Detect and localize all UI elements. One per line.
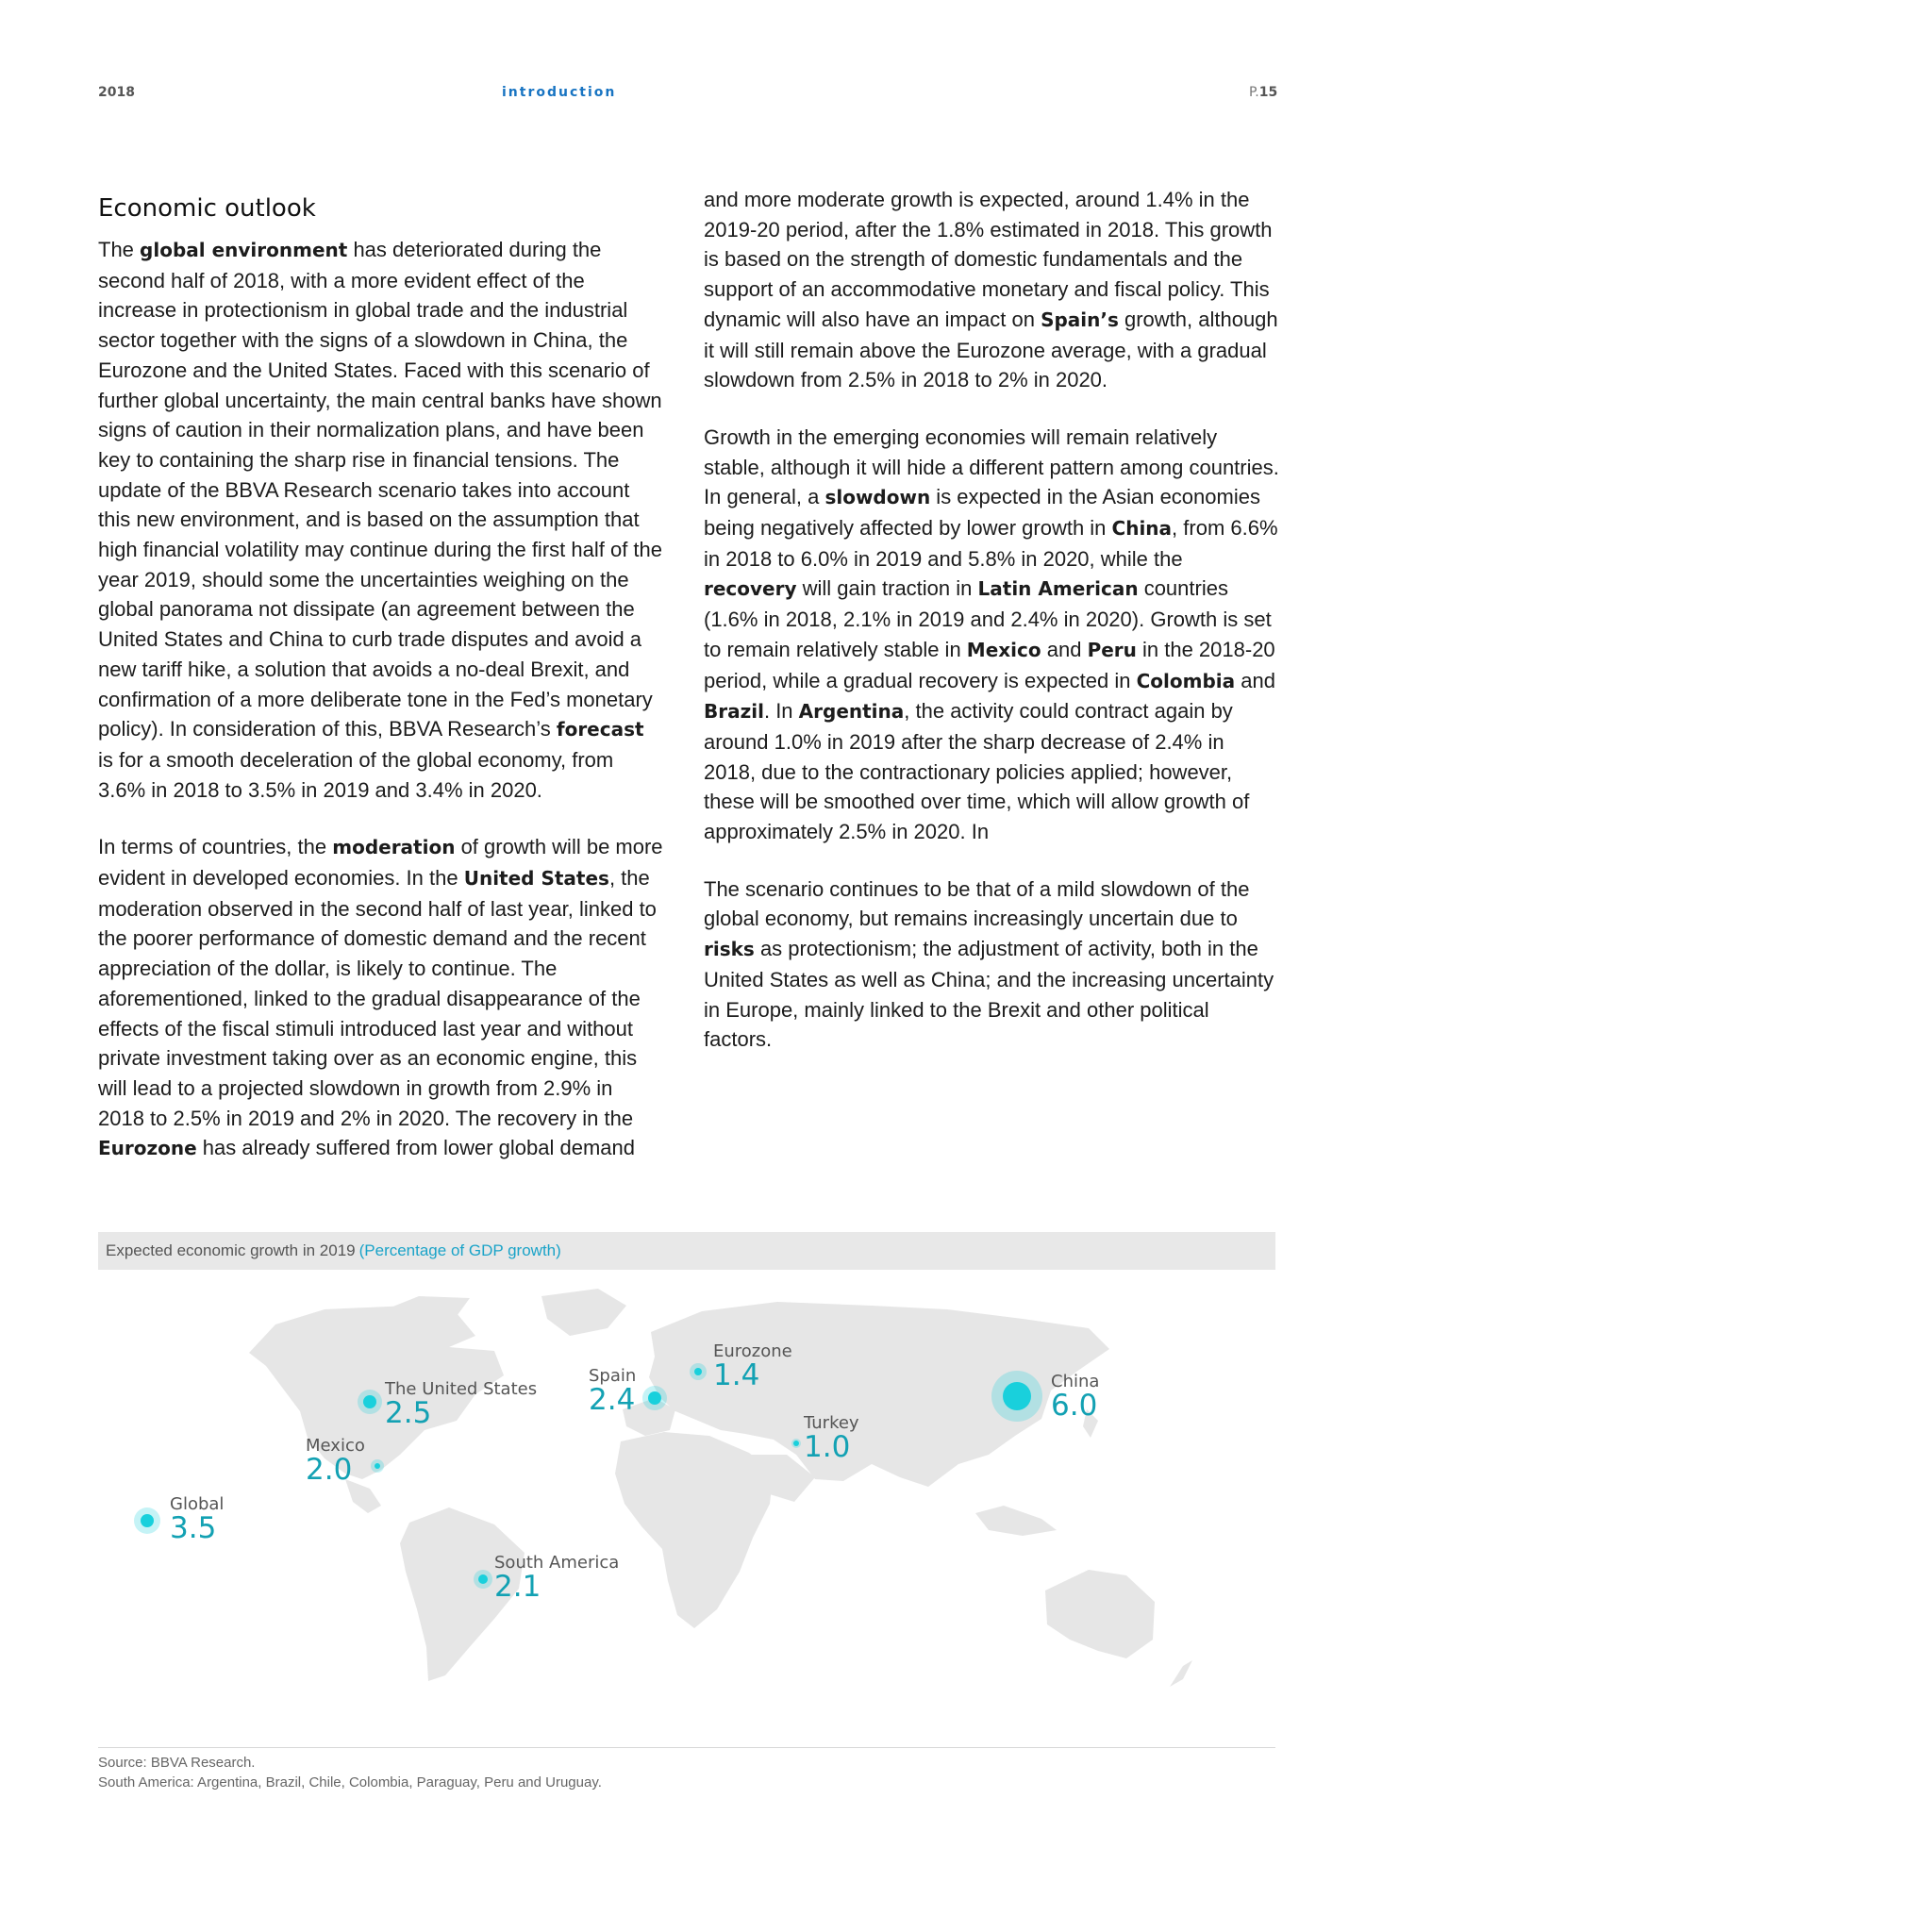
region-value-global: 3.5 — [170, 1511, 217, 1545]
region-value-eurozone: 1.4 — [713, 1358, 760, 1392]
figure-unit: (Percentage of GDP growth) — [358, 1241, 561, 1259]
header-year: 2018 — [98, 85, 135, 100]
marker-global — [134, 1494, 224, 1545]
source-divider — [98, 1747, 1275, 1748]
paragraph-developed-economies-cont: and more moderate growth is expected, around 1.4% in the 2019-20 period, after the 1.8% estimated in 2018. This growth is based on the strength of domestic fundamentals and the support of an accommodative monetary and fiscal policy. This dynamic will also have an impact on Spain’s growth, although it will still remain above the Eurozone average, with a gradual slowdown from 2.5% in 2018 to 2% in 2020. — [704, 188, 1278, 392]
page-prefix: P. — [1249, 85, 1259, 100]
marker-dot-the-united-states — [363, 1395, 376, 1408]
paragraph-global-environment: The global environment has deteriorated during the second half of 2018, with a more evident effect of the increase in protectionism in global trade and the industrial sector together with the signs of a slowdown in China, the Eurozone and the United States. Faced with this scenario of further global uncertainty, the main central banks have shown signs of caution in their normalization plans, and have been key to containing the sharp rise in financial tensions. The update of the BBVA Research scenario takes into account this new environment, and is based on the assumption that high financial volatility may continue during the first half of the year 2019, should some the uncertainties weighing on the global panorama not dissipate (an agreement between the United States and China to curb trade disputes and avoid a new tariff hike, a solution that avoids a no-deal Brexit, and confirmation of a more deliberate tone in the Fed’s monetary policy). In consideration of this, BBVA Research’s forecast is for a smooth deceleration of the global economy, from 3.6% in 2018 to 3.5% in 2019 and 3.4% in 2020. — [98, 238, 662, 802]
paragraph-emerging-economies: Growth in the emerging economies will remain relatively stable, although it will hide a different pattern among countries. In general, a slowdown is expected in the Asian economies being negatively affected by lower growth in China, from 6.6% in 2018 to 6.0% in 2019 and 5.8% in 2020, while the recovery will gain traction in Latin American countries (1.6% in 2018, 2.1% in 2019 and 2.4% in 2020). Growth is set to remain relatively stable in Mexico and Peru in the 2018-20 period, while a gradual recovery is expected in Colombia and Brazil. In Argentina, the activity could contract again by around 1.0% in 2019 after the sharp decrease of 2.4% in 2018, due to the contractionary policies applied; however, these will be smoothed over time, which will allow growth of approximately 2.5% in 2020. In — [704, 425, 1279, 844]
region-value-turkey: 1.0 — [804, 1430, 851, 1464]
source-note: Source: BBVA Research. — [98, 1755, 256, 1771]
region-name-the-united-states: The United States — [385, 1379, 538, 1399]
region-name-turkey: Turkey — [804, 1413, 859, 1433]
paragraph-scenario-risks: The scenario continues to be that of a mild slowdown of the global economy, but remains increasingly uncertain due to risks as protectionism; the adjustment of activity, both in the United States as well as China; and the increasing uncertainty in Europe, mainly linked to the Brexit and other political factors. — [704, 876, 1274, 1052]
marker-dot-china — [1003, 1382, 1031, 1410]
article-column-right — [704, 185, 1279, 1082]
header-section: introduction — [502, 85, 617, 100]
region-name-global: Global — [170, 1494, 225, 1514]
page-number: 15 — [1258, 85, 1278, 100]
region-value-china: 6.0 — [1051, 1389, 1098, 1423]
south-america-note: South America: Argentina, Brazil, Chile, Colombia, Paraguay, Peru and Uruguay. — [98, 1774, 602, 1790]
region-value-south-america: 2.1 — [494, 1570, 541, 1604]
marker-dot-south-america — [478, 1574, 488, 1584]
region-name-spain: Spain — [589, 1366, 637, 1386]
region-name-china: China — [1051, 1372, 1100, 1391]
region-name-south-america: South America — [494, 1553, 620, 1573]
region-value-spain: 2.4 — [589, 1383, 636, 1417]
figure-title: Expected economic growth in 2019 — [106, 1241, 356, 1259]
region-value-mexico: 2.0 — [306, 1453, 353, 1487]
world-growth-map — [98, 1270, 1275, 1723]
article-column-left — [98, 185, 664, 1191]
marker-dot-global — [141, 1514, 154, 1527]
figure-title-bar — [98, 1232, 1275, 1270]
region-name-mexico: Mexico — [306, 1436, 365, 1456]
header-page-number — [1249, 85, 1277, 100]
marker-dot-spain — [648, 1391, 661, 1405]
marker-dot-eurozone — [694, 1368, 702, 1375]
marker-south-america — [474, 1553, 619, 1604]
marker-dot-mexico — [375, 1463, 380, 1469]
marker-dot-turkey — [793, 1441, 799, 1446]
paragraph-developed-economies: In terms of countries, the moderation of growth will be more evident in developed economies. In the United States, the moderation observed in the second half of last year, linked to the poorer performance of domestic demand and the recent appreciation of the dollar, is likely to continue. The aforementioned, linked to the gradual disappearance of the effects of the fiscal stimuli introduced last year and without private investment taking over as an economic engine, this will lead to a projected slowdown in growth from 2.9% in 2018 to 2.5% in 2019 and 2% in 2020. The recovery in the Eurozone has already suffered from lower global demand — [98, 835, 663, 1160]
region-value-the-united-states: 2.5 — [385, 1396, 432, 1430]
region-name-eurozone: Eurozone — [713, 1341, 792, 1361]
article-title: Economic outlook — [98, 194, 316, 223]
